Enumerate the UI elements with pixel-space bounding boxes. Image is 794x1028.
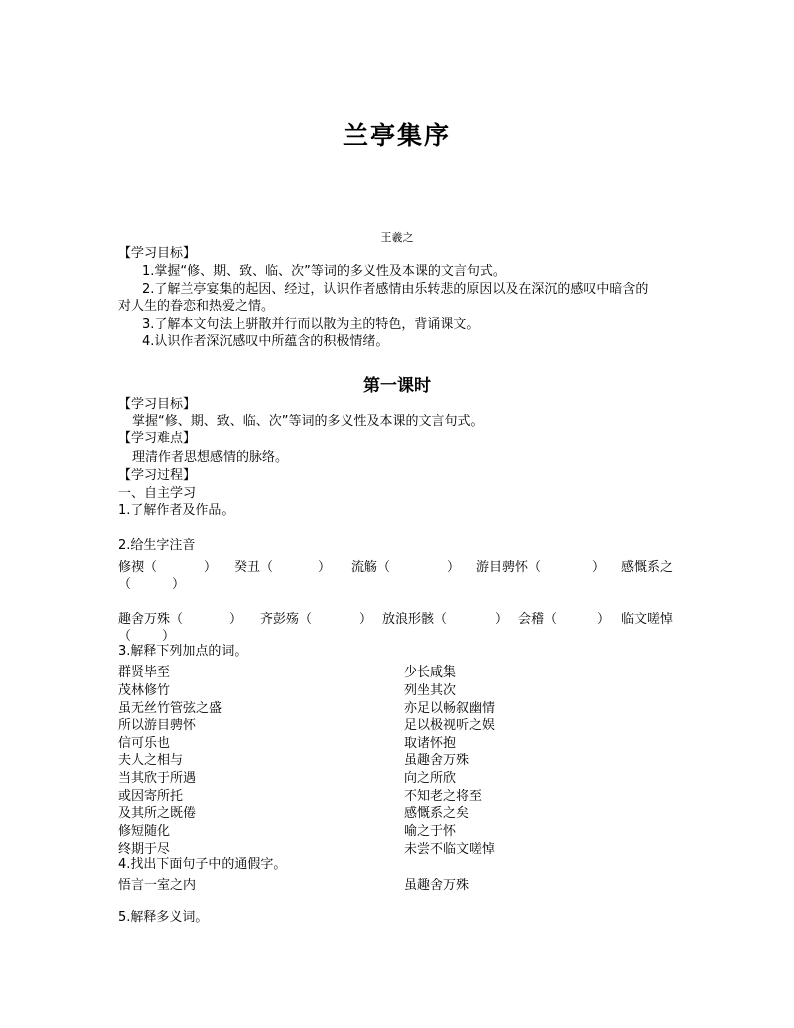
goals-heading: 【学习目标】 — [118, 246, 197, 261]
word-item-left: 或因寄所托 — [118, 789, 184, 804]
word-item-right: 感慨系之矣 — [404, 806, 470, 821]
phonetic-item: 放浪形骸（ — [382, 612, 448, 627]
word-item-right: 少长咸集 — [404, 665, 457, 680]
lesson-goal-heading: 【学习目标】 — [118, 397, 197, 412]
word-item-left: 当其欣于所遇 — [118, 771, 197, 786]
goal-2: 2.了解兰亭宴集的起因、经过，认识作者感情由乐转悲的原因以及在深沉的感叹中暗含的 — [142, 282, 649, 297]
question-3: 3.解释下列加点的词。 — [118, 644, 248, 659]
phonetic-blank-close: ） — [162, 629, 176, 644]
phonetic-item: 趣舍万殊（ — [118, 612, 184, 627]
difficulty-heading: 【学习难点】 — [118, 431, 197, 446]
goal-4: 4.认识作者深沉感叹中所蕴含的积极情绪。 — [142, 334, 389, 349]
question-2: 2.给生字注音 — [118, 538, 196, 553]
goal-1: 1.掌握“修、期、致、临、次”等词的多义性及本课的文言句式。 — [142, 264, 506, 279]
q4-right-sentence: 虽趣舍万殊 — [404, 878, 470, 893]
phonetic-blank-close: ） — [318, 560, 332, 575]
phonetic-item: 会稽（ — [518, 612, 558, 627]
phonetic-item: 癸丑（ — [234, 560, 274, 575]
goal-3: 3.了解本文句法上骈散并行而以散为主的特色，背诵课文。 — [142, 317, 480, 332]
word-item-right: 虽趣舍万殊 — [404, 753, 470, 768]
phonetic-blank-open: （ — [118, 577, 132, 592]
word-item-right: 未尝不临文嗟悼 — [404, 842, 496, 857]
phonetic-item: 感慨系之 — [621, 560, 674, 575]
word-item-left: 所以游目骋怀 — [118, 718, 197, 733]
word-item-right: 足以极视听之娱 — [404, 718, 496, 733]
word-item-right: 列坐其次 — [404, 683, 457, 698]
phonetic-item: 齐彭殇（ — [260, 612, 313, 627]
phonetic-blank-close: ） — [229, 612, 243, 627]
word-item-right: 向之所欣 — [404, 771, 457, 786]
word-item-right: 喻之于怀 — [404, 824, 457, 839]
phonetic-item: 临文嗟悼 — [621, 612, 674, 627]
word-item-left: 终期于尽 — [118, 842, 171, 857]
section-title: 第一课时 — [363, 376, 431, 396]
phonetic-blank-close: ） — [359, 612, 373, 627]
phonetic-blank-close: ） — [204, 560, 218, 575]
part-1: 一、自主学习 — [118, 486, 197, 501]
question-4: 4.找出下面句子中的通假字。 — [118, 857, 287, 872]
word-item-left: 群贤毕至 — [118, 665, 171, 680]
word-item-right: 亦足以畅叙幽情 — [404, 701, 496, 716]
word-item-left: 及其所之既倦 — [118, 806, 197, 821]
page-title: 兰亭集序 — [342, 121, 451, 150]
word-item-right: 取诸怀抱 — [404, 736, 457, 751]
phonetic-blank-close: ） — [495, 612, 509, 627]
goal-2-cont: 对人生的眷恋和热爱之情。 — [118, 299, 275, 314]
word-item-left: 虽无丝竹管弦之盛 — [118, 701, 223, 716]
phonetic-blank-open: （ — [118, 629, 132, 644]
word-item-right: 不知老之将至 — [404, 789, 483, 804]
phonetic-blank-close: ） — [447, 560, 461, 575]
process-heading: 【学习过程】 — [118, 468, 197, 483]
word-item-left: 茂林修竹 — [118, 683, 171, 698]
phonetic-blank-close: ） — [592, 560, 606, 575]
lesson-goal-text: 掌握“修、期、致、临、次”等词的多义性及本课的文言句式。 — [132, 414, 484, 429]
q4-left-sentence: 悟言一室之内 — [118, 878, 197, 893]
question-1: 1.了解作者及作品。 — [118, 503, 235, 518]
author: 王羲之 — [380, 231, 414, 244]
phonetic-blank-close: ） — [172, 577, 186, 592]
phonetic-item: 修禊（ — [118, 560, 158, 575]
question-5: 5.解释多义词。 — [118, 910, 209, 925]
word-item-left: 夫人之相与 — [118, 753, 184, 768]
phonetic-blank-close: ） — [597, 612, 611, 627]
difficulty-text: 理清作者思想感情的脉络。 — [132, 450, 289, 465]
word-item-left: 信可乐也 — [118, 736, 171, 751]
word-item-left: 修短随化 — [118, 824, 171, 839]
phonetic-item: 流觞（ — [351, 560, 391, 575]
phonetic-item: 游目骋怀（ — [476, 560, 542, 575]
